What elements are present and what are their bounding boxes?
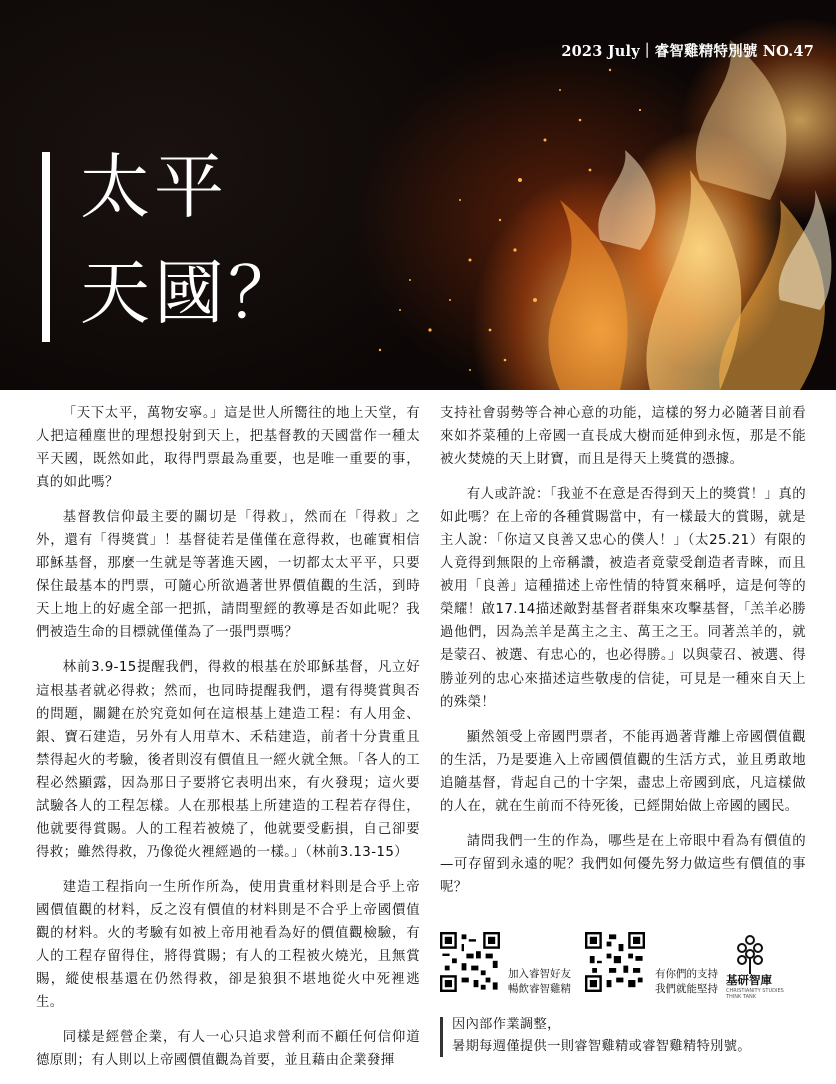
qr-support-label-line1: 有你們的支持 bbox=[655, 968, 718, 980]
qr-code-support-icon[interactable] bbox=[585, 932, 645, 992]
notice-line-1: 因內部作業調整， bbox=[452, 1017, 561, 1032]
paragraph: 基督教信仰最主要的關切是「得救」，然而在「得救」之外，還有「得獎賞」！基督徒若是僅僅在意得救，也確實相信耶穌基督，那麼一生就是等著進天國，一切都太太平平，只要保住最基本的門票，可隨心所欲過著世界價值觀的生活，到時天上地上的好處全部一把抓，請問聖經的教導是否如此呢？我們被造生命的目標就僅僅為了一張門票嗎？ bbox=[36, 510, 420, 641]
title-accent-bar bbox=[42, 152, 50, 342]
logo-name: 基研智庫 bbox=[726, 973, 772, 987]
page-title-line-1: 太平 bbox=[80, 146, 228, 228]
paragraph: 顯然領受上帝國門票者，不能再過著背離上帝國價值觀的生活，乃是要進入上帝國價值觀的生活方式，並且勇敢地追隨基督，背起自己的十字架，盡忠上帝國到底，凡這樣做的人在，就在生前而不待死後，已經開始做上帝國的國民。 bbox=[440, 729, 806, 814]
think-tank-logo-icon bbox=[726, 934, 774, 974]
notice-box bbox=[452, 1014, 751, 1058]
qr-join-label-line2: 暢飲睿智雞精 bbox=[508, 983, 571, 996]
header-image bbox=[0, 0, 836, 390]
qr-join-label bbox=[508, 967, 571, 997]
paragraph: 建造工程指向一生所作所為，使用貴重材料則是合乎上帝國價值觀的材料，反之沒有價值的材料則是不合乎上帝國價值觀的材料。火的考驗有如被上帝用祂看為好的價值觀檢驗，有人的工程存留得住，將得賞賜；有人的工程被火燒光，且無賞賜，縱使根基還在仍然得救，卻是狼狽不堪地從火中死裡逃生。 bbox=[36, 879, 420, 1011]
issue-line: 2023 July｜睿智雞精特別號 NO.47 bbox=[561, 43, 814, 60]
paragraph: 請問我們一生的作為，哪些是在上帝眼中看為有價值的—可存留到永遠的呢？我們如何優先努力做這些有價值的事呢？ bbox=[440, 833, 806, 895]
page-title-line-2: 天國？ bbox=[80, 252, 302, 334]
paragraph: 有人或許說：「我並不在意是否得到天上的獎賞！」真的如此嗎？在上帝的各種賞賜當中，有一樣最大的賞賜，就是主人說：「你這又良善又忠心的僕人！」（太25.21）有限的人竟得到無限的上帝稱讚，被造者竟蒙受創造者青睞，而且被用「良善」這種描述上帝性情的特質來稱呼，這是何等的榮耀！啟17.14描述敵對基督者群集來攻擊基督，「羔羊必勝過他們，因為羔羊是萬主之主、萬王之王。同著羔羊的，就是蒙召、被選、有忠心的，也必得勝。」以與蒙召、被選、得勝並列的忠心來描述這些敬虔的信徒，可見是一種來自天上的殊榮！ bbox=[440, 487, 806, 710]
notice-line-2: 暑期每週僅提供一則睿智雞精或睿智雞精特別號。 bbox=[452, 1039, 751, 1055]
paragraph: 同樣是經營企業，有人一心只追求營利而不顧任何信仰道德原則；有人則以上帝國價值觀為首要，並且藉由企業發揮 bbox=[36, 1030, 420, 1069]
qr-support-label bbox=[655, 967, 718, 997]
qr-support-label-line2: 我們就能堅持 bbox=[655, 983, 718, 996]
article-left-column bbox=[36, 402, 420, 1084]
paragraph: 「天下太平，萬物安寧。」這是世人所嚮往的地上天堂，有人把這種塵世的理想投射到天上，把基督教的天國當作一種太平天國，既然如此，取得門票最為重要，也是唯一重要的事，真的如此嗎？ bbox=[36, 406, 420, 491]
paragraph: 林前3.9-15提醒我們，得救的根基在於耶穌基督，凡立好這根基者就必得救；然而，也同時提醒我們，還有得獎賞與否的問題，關鍵在於究竟如何在這根基上建造工程：有人用金、銀、寶石建造，另外有人用草木、禾秸建造，前者十分貴重且禁得起火的考驗，後者則沒有價值且一經火就全無。「各人的工程必然顯露，因為那日子要將它表明出來，有火發現；這火要試驗各人的工程怎樣。人在那根基上所建造的工程若存得住，他就要得賞賜。人的工程若被燒了，他就要受虧損，自己卻要得救；雖然得救，乃像從火裡經過的一樣。」（林前3.13-15） bbox=[36, 660, 420, 860]
paragraph-continuation: 支持社會弱勢等合神心意的功能，這樣的努力必隨著目前看來如芥菜種的上帝國一直長成大樹而延伸到永恆，那是不能被火焚燒的天上財寶，而且是得天上獎賞的憑據。 bbox=[440, 406, 806, 468]
logo-subtext: CHRISTIANITY STUDIES THINK TANK bbox=[726, 988, 784, 1000]
qr-code-join-icon[interactable] bbox=[440, 932, 500, 992]
article-right-column bbox=[440, 402, 806, 911]
qr-join-label-line1: 加入睿智好友 bbox=[508, 968, 571, 980]
notice-accent-bar bbox=[440, 1017, 443, 1057]
